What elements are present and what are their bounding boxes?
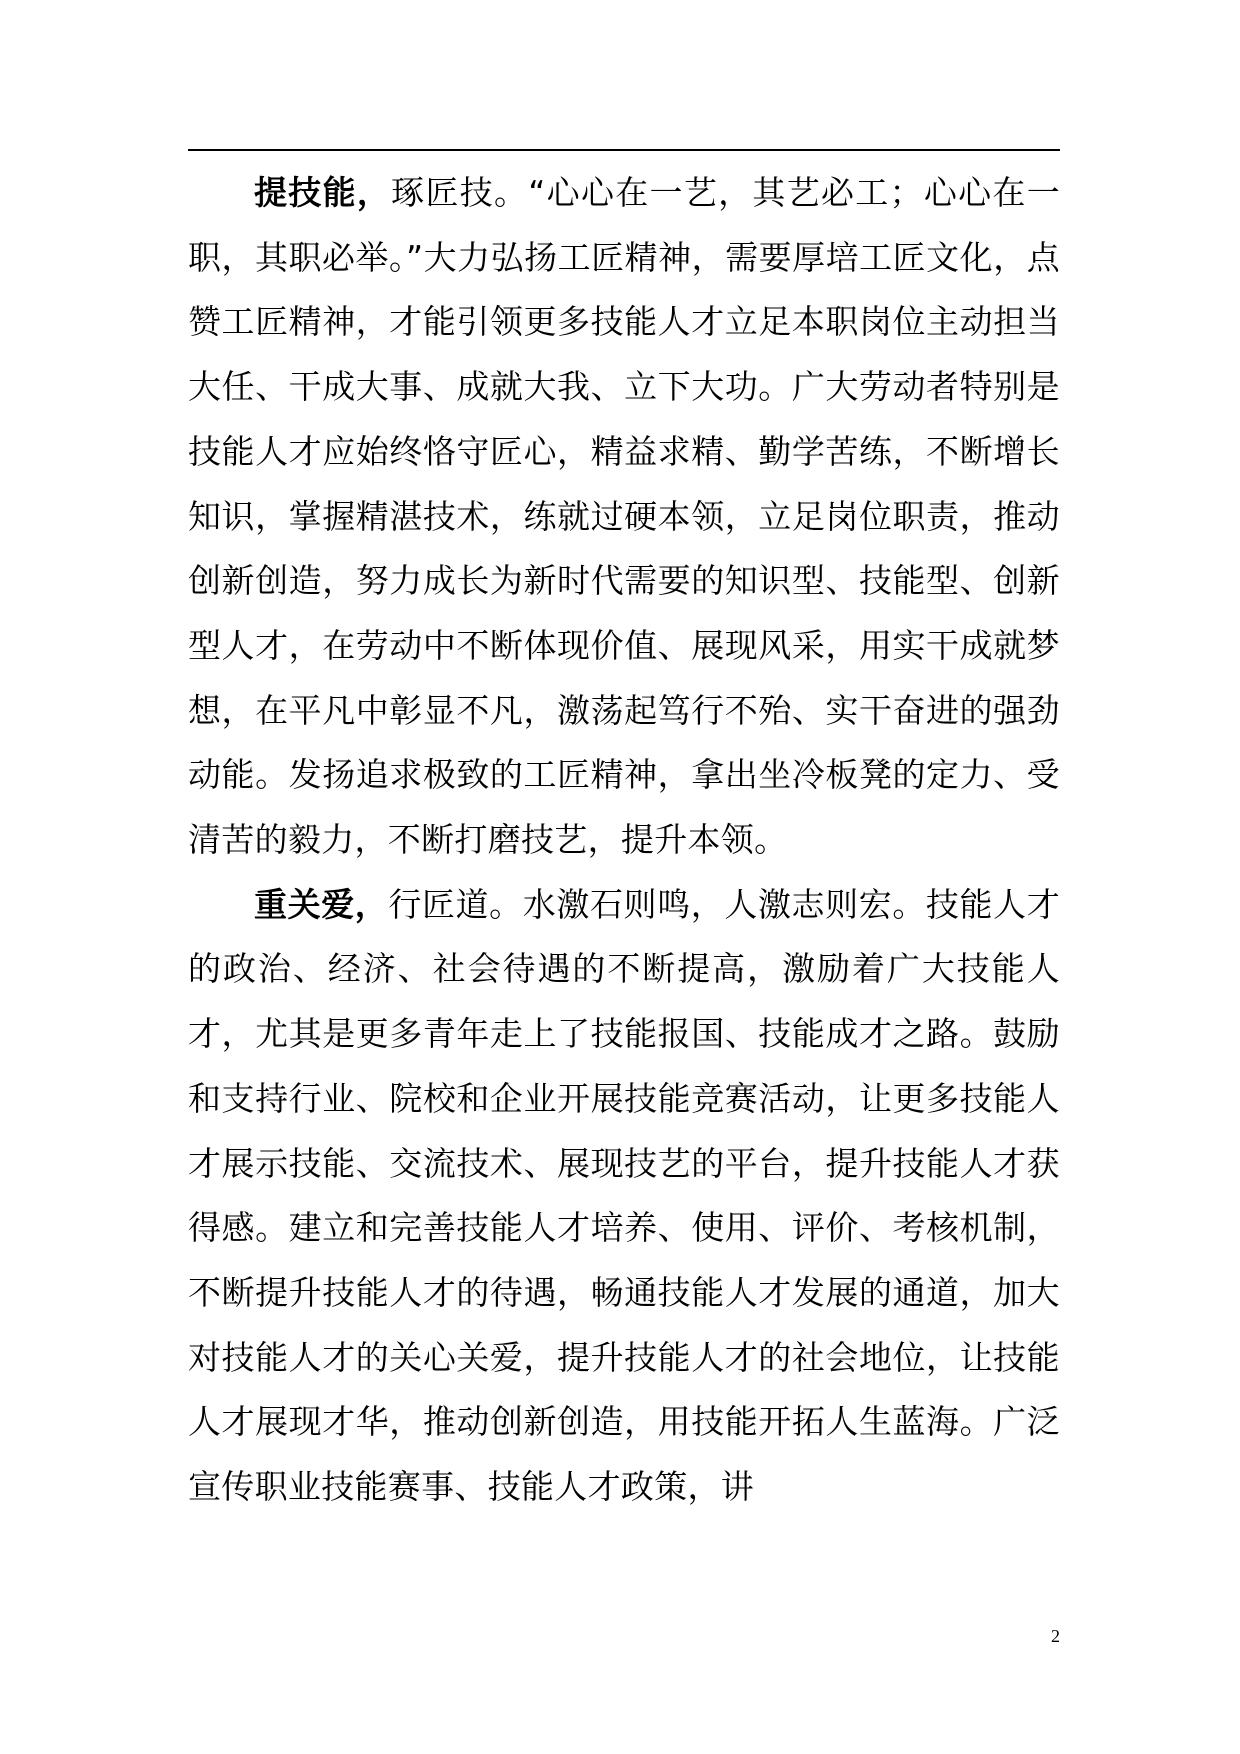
paragraph-lead: 重关爱， bbox=[254, 884, 389, 924]
paragraph-care bbox=[188, 873, 1060, 1520]
page-number: 2 bbox=[1051, 1626, 1060, 1646]
paragraph-text: 行匠道。水激石则鸣，人激志则宏。技能人才的政治、经济、社会待遇的不断提高，激励着广大技能人才，尤其是更多青年走上了技能报国、技能成才之路。鼓励和支持行业、院校和企业开展技能竞赛活动，让更多技能人才展示技能、交流技术、展现技艺的平台，提升技能人才获得感。建立和完善技能人才培养、使用、评价、考核机制，不断提升技能人才的待遇，畅通技能人才发展的通道，加大对技能人才的关心关爱，提升技能人才的社会地位，让技能人才展现才华，推动创新创造，用技能开拓人生蓝海。广泛宣传职业技能赛事、技能人才政策，讲 bbox=[188, 884, 1061, 1507]
paragraph-text: 琢匠技。“心心在一艺，其艺必工；心心在一职，其职必举。”大力弘扬工匠精神，需要厚培工匠文化，点赞工匠精神，才能引领更多技能人才立足本职岗位主动担当大任、干成大事、成就大我、立下大功。广大劳动者特别是技能人才应始终恪守匠心，精益求精、勤学苦练，不断增长知识，掌握精湛技术，练就过硬本领，立足岗位职责，推动创新创造，努力成长为新时代需要的知识型、技能型、创新型人才，在劳动中不断体现价值、展现风采，用实干成就梦想，在平凡中彰显不凡，激荡起笃行不殆、实干奋进的强劲动能。发扬追求极致的工匠精神，拿出坐冷板凳的定力、受清苦的毅力，不断打磨技艺，提升本领。 bbox=[188, 173, 1060, 860]
body-text bbox=[188, 161, 1060, 1520]
paragraph-lead: 提技能， bbox=[254, 173, 392, 212]
paragraph-skills bbox=[188, 161, 1060, 873]
header-rule bbox=[188, 149, 1060, 151]
